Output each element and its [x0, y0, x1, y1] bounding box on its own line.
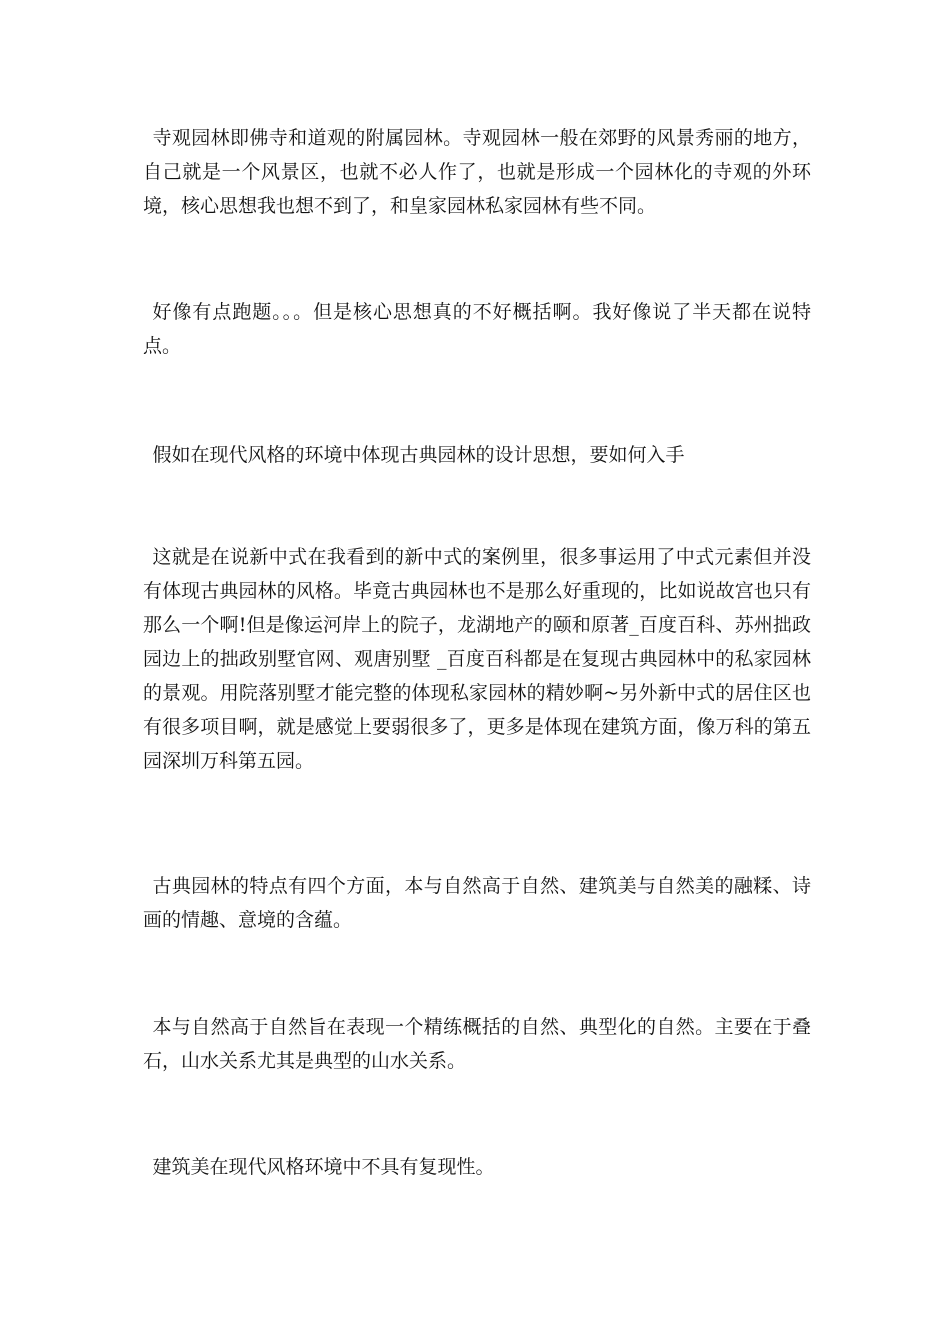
paragraph-nature: 本与自然高于自然旨在表现一个精练概括的自然、典型化的自然。主要在于叠石，山水关系尤其是典型的山水关系。	[143, 1016, 811, 1072]
paragraph-off-topic-note: 好像有点跑题。。。但是核心思想真的不好概括啊。我好像说了半天都在说特点。	[143, 301, 811, 357]
paragraph-architecture: 建筑美在现代风格环境中不具有复现性。	[152, 1156, 495, 1178]
paragraph-temple-gardens: 寺观园林即佛寺和道观的附属园林。寺观园林一般在郊野的风景秀丽的地方，自己就是一个风景区，也就不必人作了，也就是形成一个园林化的寺观的外环境，核心思想我也想不到了，和皇家园林私家园林有些不同。	[143, 127, 811, 217]
paragraph-four-features: 古典园林的特点有四个方面，本与自然高于自然、建筑美与自然美的融糅、诗画的情趣、意境的含蕴。	[143, 875, 811, 931]
paragraph-new-chinese-style: 这就是在说新中式在我看到的新中式的案例里，很多事运用了中式元素但并没有体现古典园林的风格。毕竟古典园林也不是那么好重现的，比如说故宫也只有那么一个啊!但是像运河岸上的院子，龙湖地产的颐和原著_百度百科、苏州拙政园边上的拙政别墅官网、观唐别墅 _百度百科都是在复现古典园林中的私家园林的景观。用院落别墅才能完整的体现私家园林的精妙啊~另外新中式的居住区也有很多项目啊，就是感觉上要弱很多了，更多是体现在建筑方面，像万科的第五园深圳万科第五园。	[143, 546, 811, 772]
paragraph-question: 假如在现代风格的环境中体现古典园林的设计思想，要如何入手	[152, 444, 685, 466]
